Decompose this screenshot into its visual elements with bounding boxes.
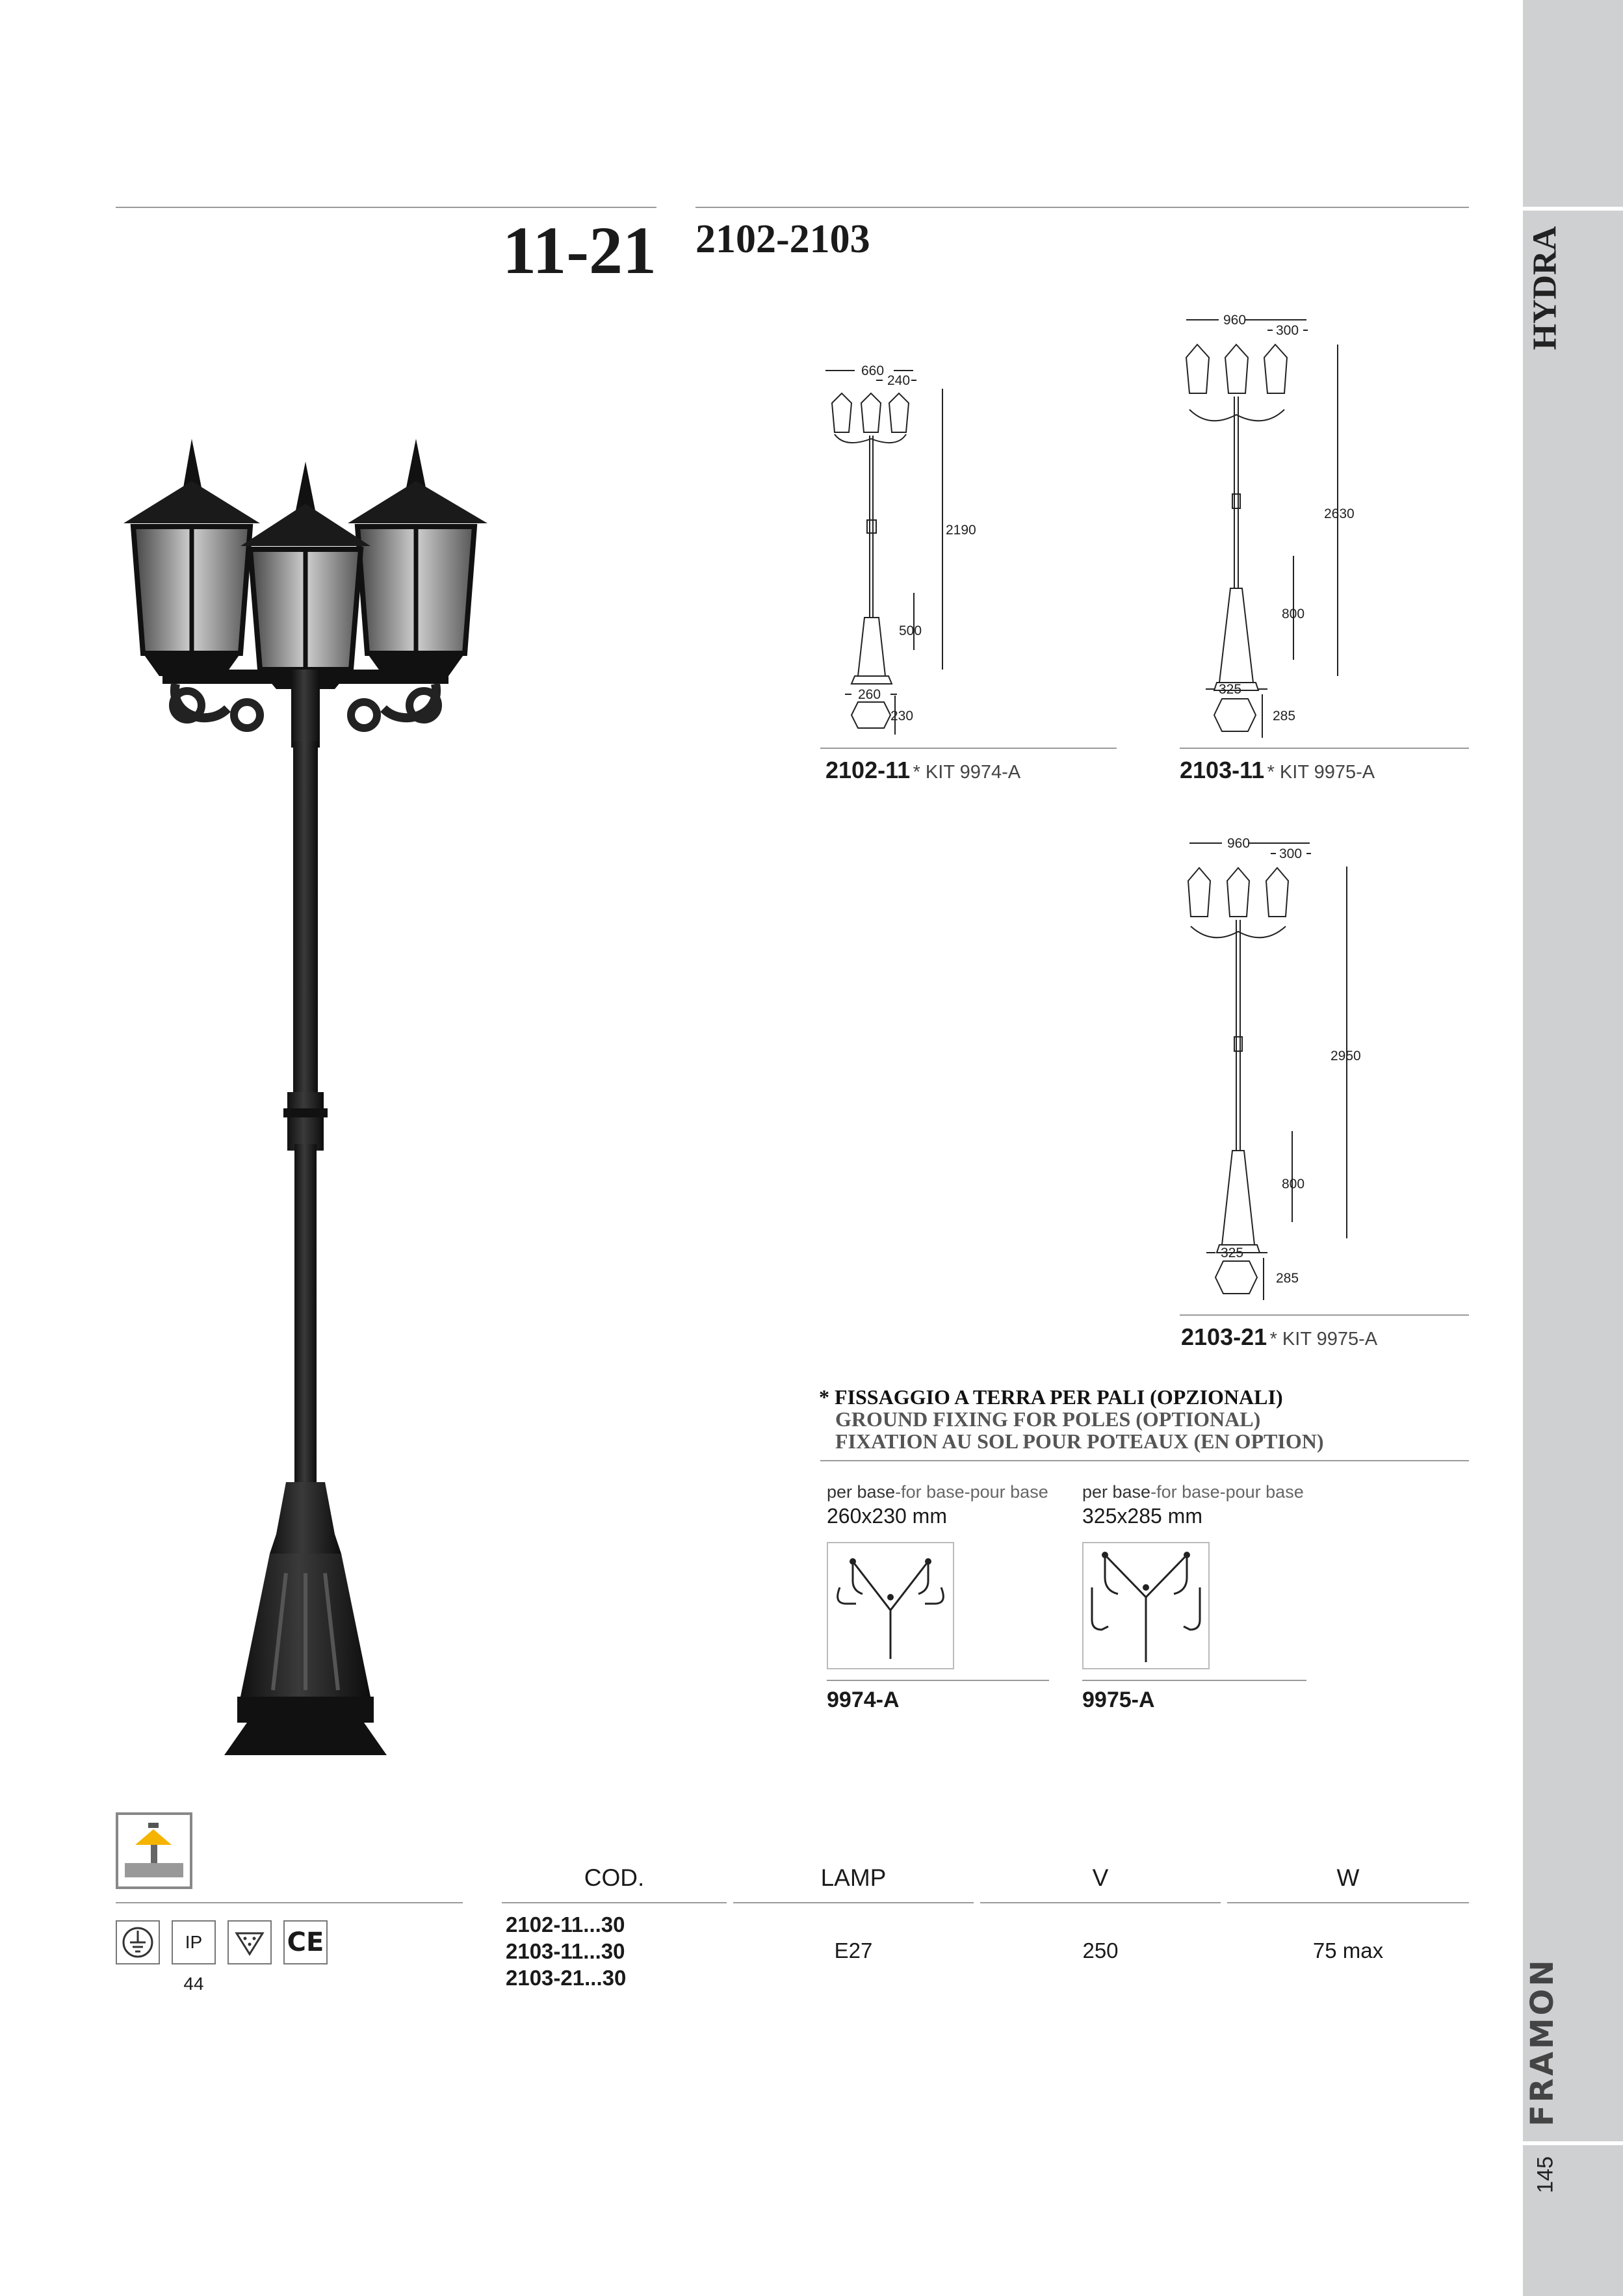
- svg-text:2630: 2630: [1324, 506, 1355, 521]
- fixing-title-it: * FISSAGGIO A TERRA PER PALI (OPZIONALI): [819, 1385, 1283, 1409]
- table-header-watt: W: [1336, 1864, 1360, 1891]
- icons-rule: [116, 1902, 463, 1903]
- table-rule: [733, 1902, 974, 1903]
- variant-drawing-2103-11: [1170, 306, 1365, 748]
- variant-caption-2103-11: 2103-11 * KIT 9975-A: [1180, 757, 1375, 783]
- svg-text:2190: 2190: [946, 523, 976, 538]
- fixing-kit-size: 260x230 mm: [827, 1504, 947, 1528]
- header-rule-right: [695, 207, 1469, 208]
- fixing-titles: [819, 1386, 1323, 1452]
- table-codes: [506, 1911, 626, 1991]
- table-rule: [1227, 1902, 1469, 1903]
- header-rule-left: [116, 207, 656, 208]
- table-rule: [502, 1902, 727, 1903]
- table-header-volt: V: [1092, 1864, 1109, 1891]
- fixing-rule: [827, 1680, 1049, 1681]
- svg-text:800: 800: [1282, 1177, 1305, 1192]
- variant-caption-2102-11: 2102-11 * KIT 9974-A: [825, 757, 1021, 783]
- fixing-kit-label: per base-for base-pour base: [827, 1482, 1048, 1502]
- model-range: 2102-2103: [695, 217, 870, 261]
- svg-text:285: 285: [1276, 1271, 1299, 1286]
- family-name: HYDRA: [1526, 226, 1564, 350]
- earth-ground-icon: [116, 1920, 160, 1964]
- svg-text:230: 230: [890, 709, 914, 724]
- svg-text:325: 325: [1221, 1246, 1244, 1260]
- fixing-title-en: GROUND FIXING FOR POLES (OPTIONAL): [835, 1407, 1261, 1431]
- svg-text:260: 260: [858, 687, 881, 702]
- fixing-kit-code-9974-a: 9974-A: [827, 1688, 900, 1712]
- svg-text:500: 500: [899, 623, 922, 638]
- table-cell-watt: 75 max: [1312, 1938, 1384, 1963]
- svg-text:800: 800: [1282, 607, 1305, 621]
- table-header-lamp: LAMP: [820, 1864, 887, 1891]
- fixing-rule: [1082, 1680, 1306, 1681]
- table-code-row: 2102-11...30: [506, 1912, 625, 1937]
- fixing-kit-size: 325x285 mm: [1082, 1504, 1202, 1528]
- ce-mark-icon: CE: [283, 1920, 328, 1964]
- fixing-kit-image-9975-a: [1082, 1542, 1210, 1669]
- page-number: 145: [1533, 2156, 1558, 2193]
- variant-rule: [1180, 1314, 1469, 1316]
- fixing-title-fr: FIXATION AU SOL POUR POTEAUX (EN OPTION): [835, 1429, 1324, 1453]
- svg-text:285: 285: [1273, 709, 1296, 724]
- series-code: 11-21: [502, 213, 656, 288]
- svg-text:960: 960: [1227, 836, 1251, 851]
- svg-text:2950: 2950: [1331, 1049, 1361, 1063]
- svg-text:660: 660: [861, 363, 885, 378]
- brand-logo: FRAMON: [1524, 1957, 1561, 2126]
- table-code-row: 2103-11...30: [506, 1939, 625, 1963]
- table-cell-lamp: E27: [834, 1938, 873, 1963]
- fixing-kit-code-9975-a: 9975-A: [1082, 1688, 1155, 1712]
- ip-rating-icon: IP 44: [172, 1920, 216, 1964]
- table-header-code: COD.: [584, 1864, 645, 1891]
- table-code-row: 2103-21...30: [506, 1966, 627, 1990]
- svg-text:300: 300: [1276, 323, 1299, 338]
- variant-rule: [820, 748, 1117, 749]
- table-rule: [980, 1902, 1221, 1903]
- hazard-triangle-icon: [227, 1920, 272, 1964]
- fixing-kit-image-9974-a: [827, 1542, 954, 1669]
- svg-text:240: 240: [887, 373, 911, 388]
- variant-drawing-2102-11: [806, 351, 1027, 741]
- table-cell-volt: 250: [1082, 1938, 1119, 1963]
- fixing-kit-label: per base-for base-pour base: [1082, 1482, 1304, 1502]
- svg-text:960: 960: [1223, 313, 1247, 328]
- variant-drawing-2103-21: [1170, 829, 1365, 1310]
- lamp-post-photo: [110, 429, 500, 1768]
- fixing-rule: [820, 1460, 1469, 1461]
- svg-text:300: 300: [1279, 846, 1303, 861]
- svg-text:325: 325: [1219, 682, 1242, 697]
- sidebar-separator: [1523, 207, 1623, 211]
- variant-caption-2103-21: 2103-21 * KIT 9975-A: [1181, 1324, 1378, 1350]
- ground-installation-icon: [116, 1812, 192, 1889]
- variant-rule: [1180, 748, 1469, 749]
